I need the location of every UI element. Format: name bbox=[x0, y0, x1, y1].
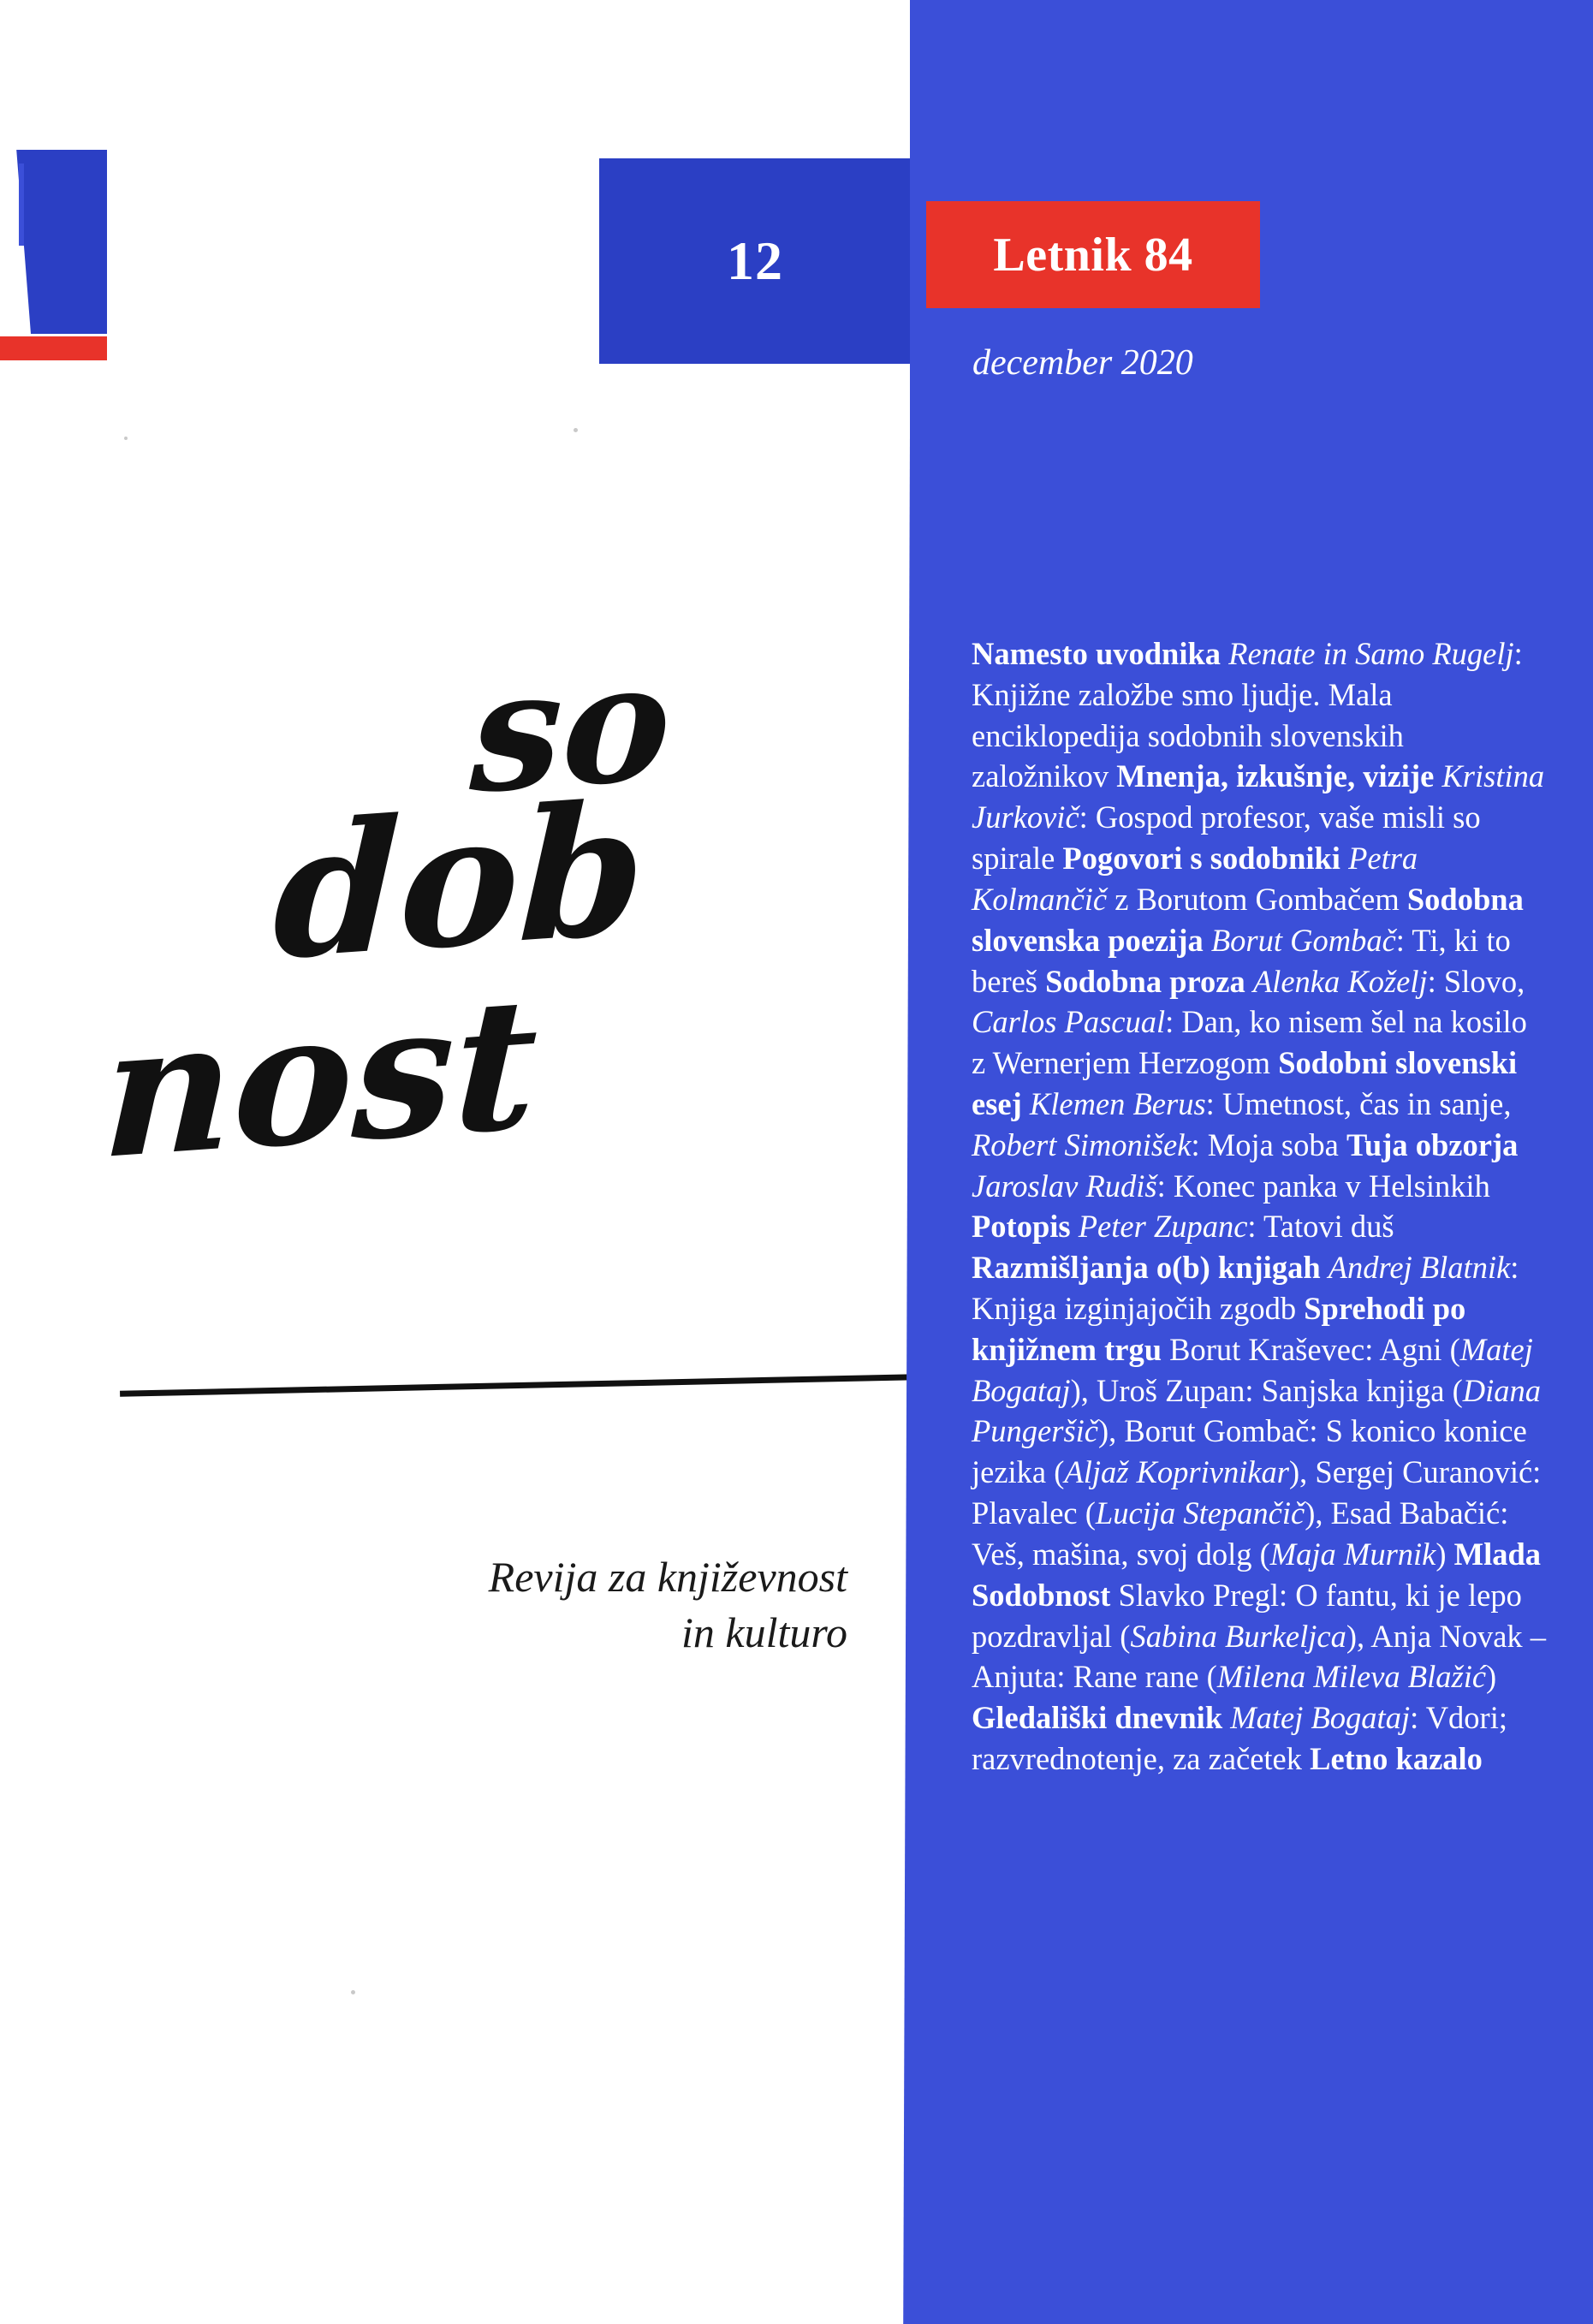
paper-speck bbox=[574, 428, 578, 432]
issue-date: december 2020 bbox=[972, 343, 1193, 383]
logo-blue-stripe bbox=[19, 163, 24, 246]
publisher-logo bbox=[0, 150, 107, 368]
volume-label: Letnik 84 bbox=[993, 228, 1193, 282]
magazine-subtitle bbox=[137, 1549, 847, 1661]
volume-badge bbox=[926, 201, 1260, 308]
subtitle-line-2: in kulturo bbox=[681, 1608, 847, 1656]
title-line-1: so bbox=[467, 624, 675, 830]
contents-paragraph: Namesto uvodnika Renate in Samo Rugelj: Knjižne založbe smo ljudje. Mala enciklopedija sodobnih slovenskih založnikov Mnenja, izkušnje, vizije Kristina Jurkovič: Gospod profesor, vaše misli so spirale Pogovori s sodobniki Petra Kolmančič z Borutom Gombačem Sodobna slovenska poezija Borut Gombač: Ti, ki to bereš Sodobna proza Alenka Koželj: Slovo, Carlos Pascual: Dan, ko nisem šel na kosilo z Wernerjem Herzogom Sodobni slovenski esej Klemen Berus: Umetnost, čas in sanje, Robert Simonišek: Moja soba Tuja obzorja Jaroslav Rudiš: Konec panka v Helsinkih Potopis Peter Zupanc: Tatovi duš Razmišljanja o(b) knjigah Andrej Blatnik: Knjiga izginjajočih zgodb Sprehodi po knjižnem trgu Borut Kraševec: Agni (Matej Bogataj), Uroš Zupan: Sanjska knjiga (Diana Pungeršič), Borut Gombač: S konico konice jezika (Aljaž Koprivnikar), Sergej Curanović: Plavalec (Lucija Stepančič), Esad Babačić: Veš, mašina, svoj dolg (Maja Murnik) Mlada Sodobnost Slavko Pregl: O fantu, ki je lepo pozdravljal (Sabina Burkeljca), Anja Novak – Anjuta: Rane rane (Milena Mileva Blažić) Gledališki dnevnik Matej Bogataj: Vdori; razvrednotenje, za začetek Letno kazalo bbox=[972, 636, 1547, 1776]
magazine-title-script bbox=[99, 624, 890, 1421]
issue-number: 12 bbox=[727, 230, 783, 291]
subtitle-line-1: Revija za književnost bbox=[488, 1553, 847, 1601]
title-line-2: dob bbox=[270, 762, 649, 1001]
paper-speck bbox=[351, 1990, 355, 1994]
issue-number-block bbox=[599, 158, 911, 364]
title-line-3: nost bbox=[99, 956, 541, 1200]
paper-speck bbox=[124, 437, 128, 440]
logo-red-bar bbox=[0, 336, 107, 360]
